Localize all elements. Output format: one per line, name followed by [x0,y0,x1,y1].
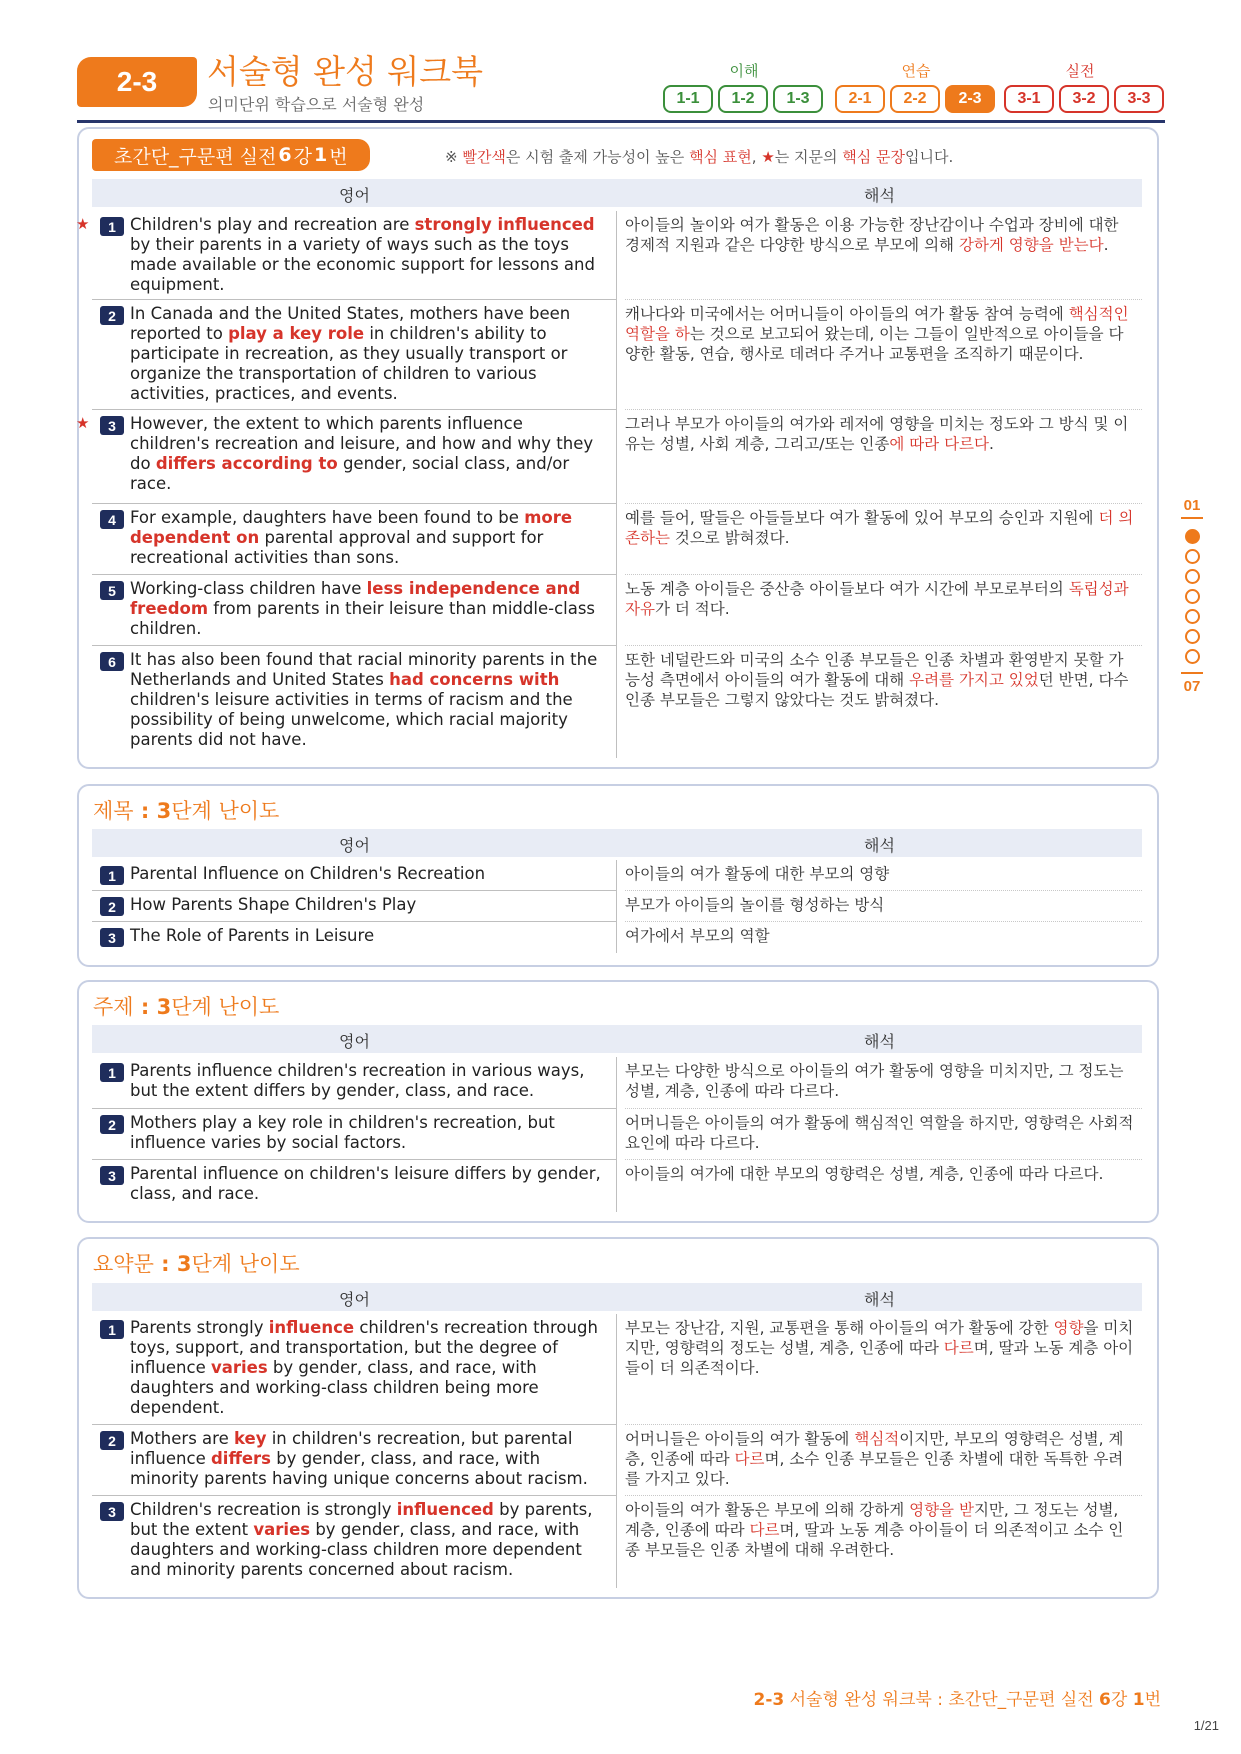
passage-pill: 초간단_구문편 실전 6 강 1 번 [92,139,370,171]
summary-section-heading: 요약문 : 3단계 난이도 [93,1252,300,1276]
title-table-header: 영어 해석 [92,829,1142,857]
english-summary: 1 Parents strongly influence children's recreation through toys, support, and transportation, but the degree of influence varies by gender, class, and race, with daughters and working-class children being more dependent. [92,1314,617,1425]
table-row [92,1496,1142,1588]
side-nav-dot[interactable] [1185,589,1200,604]
stage-2-1-button[interactable]: 2-1 [835,85,885,113]
table-row [92,1314,1142,1425]
english-summary: 2 Mothers are key in children's recreation, but parental influence differs by gender, class, and race, with minority parents having unique concerns about racism. [92,1425,617,1496]
side-nav-end-label: 07 [1183,678,1201,695]
english-theme: 1 Parents influence children's recreation in various ways, but the extent differs by gender, class, and race. [92,1057,617,1109]
stage-1-1-button[interactable]: 1-1 [663,85,713,113]
stage-label-practice: 연습 [901,62,931,80]
english-sentence: 4 For example, daughters have been found to be more dependent on parental approval and support for recreational activities than sons. [92,504,617,575]
table-row [76,410,1142,504]
table-row [92,1160,1142,1212]
table-row [92,300,1142,410]
stage-label-real: 실전 [1065,62,1095,80]
key-sentence-star: ★ [76,215,90,233]
korean-translation: 아이들의 놀이와 여가 활동은 이용 가능한 장난감이나 수업과 장비에 대한 경제적 지원과 같은 다양한 방식으로 부모에 의해 강하게 영향을 받는다. [625,211,1142,300]
korean-summary: 부모는 장난감, 지원, 교통편을 통해 아이들의 여가 활동에 강한 영향을 미치지만, 영향력의 정도는 성별, 계층, 인종에 따라 다르며, 딸과 노동 계층 아이들이 더 의존적이다. [625,1314,1142,1425]
legend-note: ※ 빨간색은 시험 출제 가능성이 높은 핵심 표현, ★는 지문의 핵심 문장입니다. [445,148,954,166]
english-sentence: 2 In Canada and the United States, mothers have been reported to play a key role in children's ability to participate in recreation, as they usually transport or organize the transportation of children to various activities, practices, and events. [92,300,617,410]
korean-translation: 또한 네덜란드와 미국의 소수 인종 부모들은 인종 차별과 환영받지 못할 가능성 측면에서 아이들의 여가 활동에 대해 우려를 가지고 있었던 반면, 다수 인종 부모들은 그렇지 않았다는 것도 밝혀졌다. [625,651,1129,709]
side-nav-start-label: 01 [1183,497,1201,514]
side-nav-dot[interactable] [1185,609,1200,624]
table-row [92,891,1142,922]
stage-3-1-button[interactable]: 3-1 [1004,85,1054,113]
korean-title: 여가에서 부모의 역할 [625,927,770,945]
korean-title: 부모가 아이들의 놀이를 형성하는 방식 [625,891,1142,922]
summary-table-header: 영어 해석 [92,1283,1142,1311]
header-divider [77,120,1165,123]
theme-section-heading: 주제 : 3단계 난이도 [93,995,280,1019]
side-nav-dot[interactable] [1185,649,1200,664]
korean-theme: 어머니들은 아이들의 여가 활동에 핵심적인 역할을 하지만, 영향력은 사회적 요인에 따라 다르다. [625,1109,1142,1160]
english-theme: 3 Parental influence on children's leisure differs by gender, class, and race. [92,1160,617,1212]
english-title: 1 Parental Influence on Children's Recreation [92,860,617,891]
english-sentence: 5 Working-class children have less independence and freedom from parents in their leisure than middle-class children. [92,575,617,646]
table-row [92,922,1142,953]
table-row [92,1425,1142,1496]
korean-theme: 아이들의 여가에 대한 부모의 영향력은 성별, 계층, 인종에 따라 다르다. [625,1165,1104,1183]
side-nav-dot[interactable] [1185,549,1200,564]
stage-2-3-button[interactable]: 2-3 [945,85,995,113]
english-sentence: 6 It has also been found that racial minority parents in the Netherlands and United States had concerns with children's leisure activities in terms of racism and the possibility of being unwelcome, which racial majority parents did not have. [92,646,617,758]
table-row [76,211,1142,300]
table-row [92,646,1142,758]
english-title: 2 How Parents Shape Children's Play [92,891,617,922]
side-nav-dot[interactable] [1185,569,1200,584]
stage-3-3-button[interactable]: 3-3 [1114,85,1164,113]
page-subtitle: 의미단위 학습으로 서술형 완성 [208,95,425,114]
english-summary: 3 Children's recreation is strongly influenced by parents, but the extent varies by gender, class, and race, with daughters and working-class children more dependent and minority parents concerned about racism. [92,1496,617,1588]
english-title: 3 The Role of Parents in Leisure [92,922,617,953]
table-row [92,1057,1142,1109]
footer-caption: 2-3 서술형 완성 워크북 : 초간단_구문편 실전 6강 1번 [753,1690,1161,1710]
theme-table-header: 영어 해석 [92,1025,1142,1053]
key-sentence-star: ★ [76,414,90,432]
title-section-heading: 제목 : 3단계 난이도 [93,799,280,823]
stage-2-2-button[interactable]: 2-2 [890,85,940,113]
side-nav-dot[interactable] [1185,629,1200,644]
page-title: 서술형 완성 워크북 [207,52,484,91]
table-row [92,1109,1142,1160]
table-row [92,504,1142,575]
korean-summary: 아이들의 여가 활동은 부모에 의해 강하게 영향을 받지만, 그 정도는 성별, 계층, 인종에 따라 다르며, 딸과 노동 계층 아이들이 더 의존적이고 소수 인종 부모들은 인종 차별에 대해 우려한다. [625,1501,1124,1559]
stage-1-3-button[interactable]: 1-3 [773,85,823,113]
korean-translation: 노동 계층 아이들은 중산층 아이들보다 여가 시간에 부모로부터의 독립성과 자유가 더 적다. [625,575,1142,646]
unit-badge: 2-3 [77,57,197,107]
side-nav-dot[interactable] [1185,529,1200,544]
page-number: 1/21 [1193,1718,1219,1733]
korean-translation: 예를 들어, 딸들은 아들들보다 여가 활동에 있어 부모의 승인과 지원에 더 의존하는 것으로 밝혀졌다. [625,504,1142,575]
korean-title: 아이들의 여가 활동에 대한 부모의 영향 [625,860,1142,891]
korean-summary: 어머니들은 아이들의 여가 활동에 핵심적이지만, 부모의 영향력은 성별, 계층, 인종에 따라 다르며, 소수 인종 부모들은 인종 차별에 대한 독특한 우려를 가지고 있다. [625,1425,1142,1496]
stage-1-2-button[interactable]: 1-2 [718,85,768,113]
english-sentence: 1 Children's play and recreation are strongly influenced by their parents in a variety of ways such as the toys made available or the economic support for lessons and equipment. [92,211,617,300]
stage-3-2-button[interactable]: 3-2 [1059,85,1109,113]
english-sentence: 3 However, the extent to which parents influence children's recreation and leisure, and how and why they do differs according to gender, social class, and/or race. [92,410,617,504]
side-nav-top-line [1181,517,1203,519]
english-theme: 2 Mothers play a key role in children's recreation, but influence varies by social factors. [92,1109,617,1160]
side-nav-bottom-line [1181,672,1203,674]
stage-label-understanding: 이해 [729,62,759,80]
korean-translation: 그러나 부모가 아이들의 여가와 레저에 영향을 미치는 정도와 그 방식 및 이유는 성별, 사회 계층, 그리고/또는 인종에 따라 다르다. [625,410,1142,504]
korean-theme: 부모는 다양한 방식으로 아이들의 여가 활동에 영향을 미치지만, 그 정도는 성별, 계층, 인종에 따라 다르다. [625,1057,1142,1109]
table-row [92,575,1142,646]
korean-translation: 캐나다와 미국에서는 어머니들이 아이들의 여가 활동 참여 능력에 핵심적인 역할을 하는 것으로 보고되어 왔는데, 이는 그들이 일반적으로 아이들을 다양한 활동, 연습, 행사로 데려다 주거나 교통편을 조직하기 때문이다. [625,300,1142,410]
passage-table-header: 영어 해석 [92,179,1142,207]
table-row [92,860,1142,891]
